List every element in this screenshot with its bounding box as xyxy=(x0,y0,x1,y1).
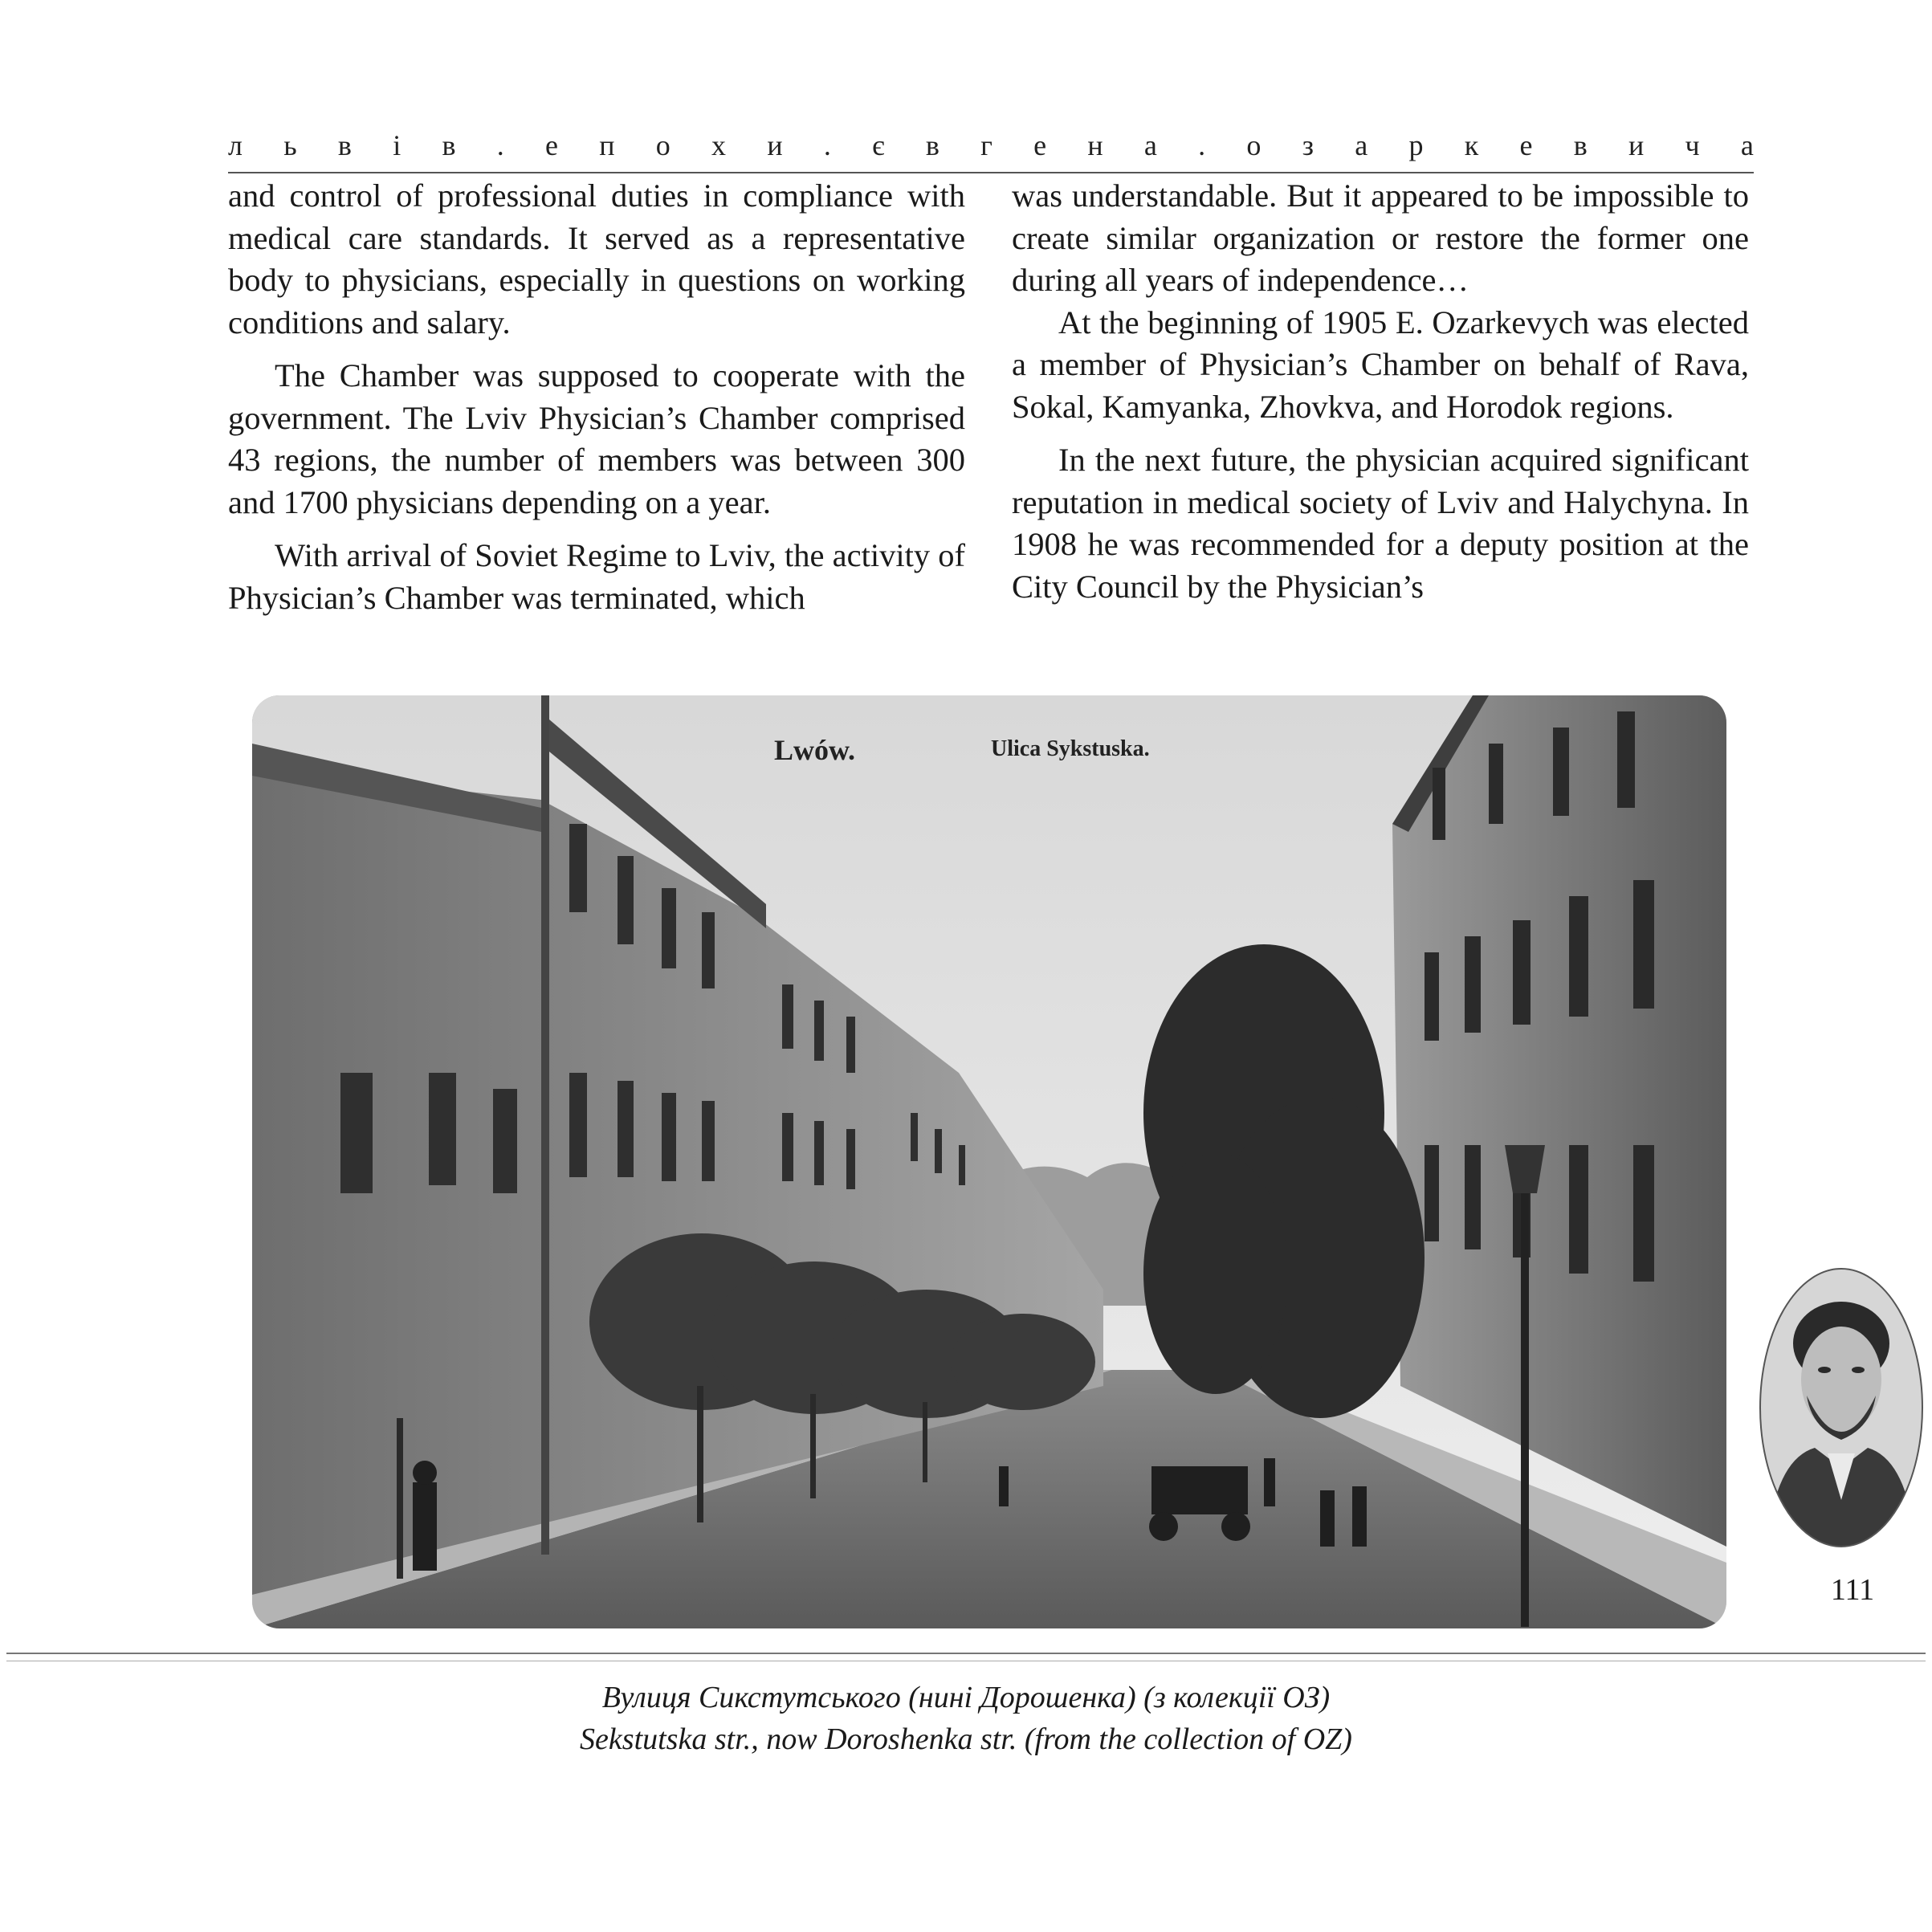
running-header-letter: е xyxy=(1033,129,1047,161)
left-column xyxy=(228,175,965,619)
running-header-letter: г xyxy=(980,129,992,161)
running-header-letter: . xyxy=(1198,129,1206,161)
running-header xyxy=(228,125,1754,165)
running-header-letter: и xyxy=(1628,129,1645,161)
running-header-letter: . xyxy=(496,129,504,161)
portrait-oval xyxy=(1759,1267,1924,1548)
right-column xyxy=(1012,175,1749,608)
running-header-letter: і xyxy=(393,129,401,161)
running-header-letter: в xyxy=(1573,129,1588,161)
left-paragraph-2: The Chamber was supposed to cooperate with the government. The Lviv Physician’s Chamber comprised 43 regions, the number of members was between 300 and 1700 physicians depending on a year. xyxy=(228,357,965,520)
running-header-letter: л xyxy=(228,129,243,161)
running-header-letter: е xyxy=(1519,129,1533,161)
running-header-letter: о xyxy=(1246,129,1262,161)
caption-ukrainian: Вулиця Сикстутського (нині Дорошенка) (з колекції ОЗ) xyxy=(601,1681,1331,1714)
running-header-letter: в xyxy=(442,129,456,161)
postcard-street-label: Ulica Sykstuska. xyxy=(991,736,1150,761)
running-header-letter: а xyxy=(1355,129,1368,161)
running-header-letter: а xyxy=(1740,129,1754,161)
running-header-letter: ь xyxy=(283,129,297,161)
running-header-letter: є xyxy=(872,129,885,161)
running-header-letter: в xyxy=(337,129,352,161)
header-rule xyxy=(228,172,1754,173)
caption-rule-top xyxy=(6,1653,1926,1654)
portrait-image xyxy=(1759,1267,1924,1548)
running-header-letter: в xyxy=(925,129,940,161)
left-paragraph-1: and control of professional duties in compliance with medical care standards. It served as a representative body to physicians, especially in questions on working conditions and salary. xyxy=(228,177,965,340)
caption-english: Sekstutska str., now Doroshenka str. (from the collection of OZ) xyxy=(580,1722,1352,1756)
running-header-letter: р xyxy=(1408,129,1424,161)
running-header-letter: . xyxy=(823,129,831,161)
postcard-photo xyxy=(252,695,1726,1628)
street-scene-illustration xyxy=(252,695,1726,1628)
page-number: 111 xyxy=(1830,1573,1875,1607)
running-header-letter: а xyxy=(1143,129,1157,161)
running-header-letter: и xyxy=(767,129,783,161)
right-paragraph-2: At the beginning of 1905 E. Ozarkevych was elected a member of Physician’s Chamber on behalf of Rava, Sokal, Kamyanka, Zhovkva, and Horodok regions. xyxy=(1012,304,1749,425)
running-header-letter: е xyxy=(545,129,558,161)
postcard-city-label: Lwów. xyxy=(774,734,856,766)
right-paragraph-1: was understandable. But it appeared to be impossible to create similar organization or restore the former one during all years of independence… xyxy=(1012,177,1749,298)
running-header-letter: п xyxy=(599,129,615,161)
right-paragraph-3: In the next future, the physician acquired significant reputation in medical society of Lviv and Halychyna. In 1908 he was recommended for a deputy position at the City Council by the Physician’s xyxy=(1012,442,1749,605)
running-header-letter: н xyxy=(1087,129,1103,161)
running-header-letter: к xyxy=(1464,129,1479,161)
running-header-letter: о xyxy=(655,129,670,161)
running-header-letter: з xyxy=(1302,129,1314,161)
left-paragraph-3: With arrival of Soviet Regime to Lviv, the activity of Physician’s Chamber was terminated, which xyxy=(228,537,965,616)
running-header-letter: х xyxy=(711,129,727,161)
running-header-letter: ч xyxy=(1685,129,1700,161)
